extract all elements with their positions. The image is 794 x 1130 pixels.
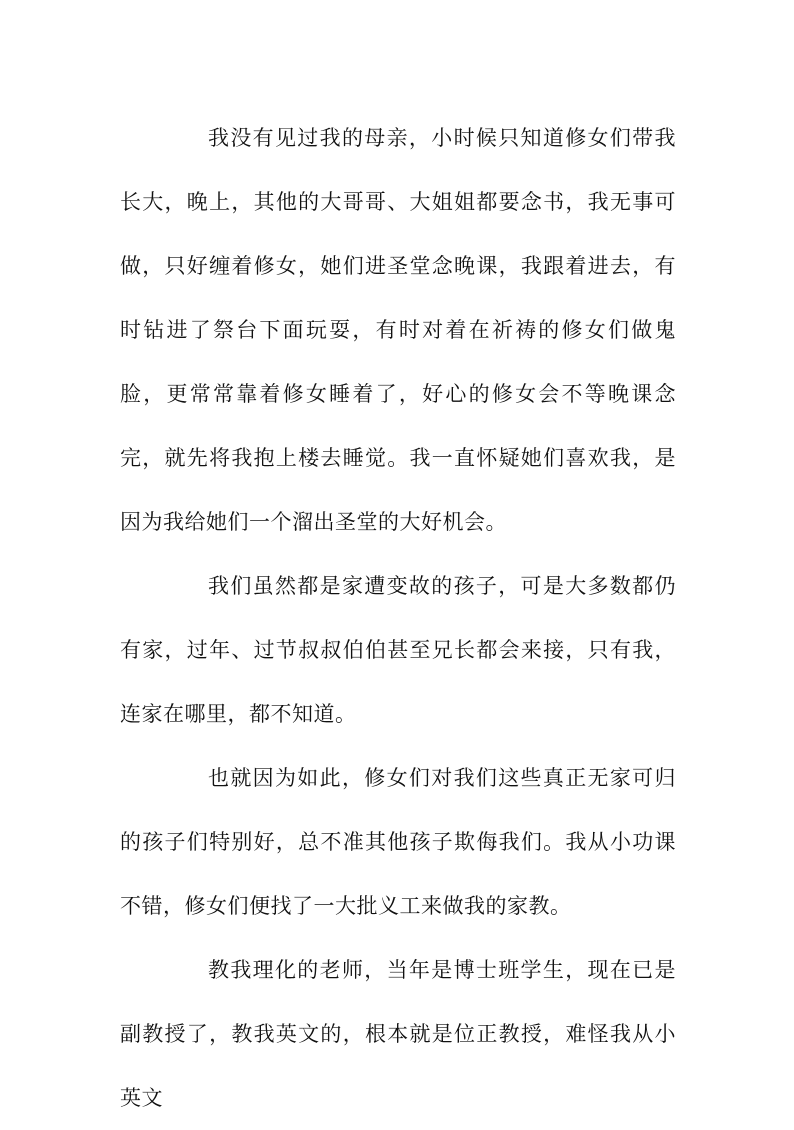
body-text: [120, 106, 676, 1130]
paragraph-1: 我没有见过我的母亲，小时候只知道修女们带我长大，晚上，其他的大哥哥、大姐姐都要念书，我无事可做，只好缠着修女，她们进圣堂念晚课，我跟着进去，有时钻进了祭台下面玩耍，有时对着在祈祷的修女们做鬼脸，更常常靠着修女睡着了，好心的修女会不等晚课念完，就先将我抱上楼去睡觉。我一直怀疑她们喜欢我，是因为我给她们一个溜出圣堂的大好机会。: [120, 126, 676, 534]
paragraph-3: 也就因为如此，修女们对我们这些真正无家可归的孩子们特别好，总不准其他孩子欺侮我们。我从小功课不错，修女们便找了一大批义工来做我的家教。: [120, 766, 676, 918]
paragraph-2: 我们虽然都是家遭变故的孩子，可是大多数都仍有家，过年、过节叔叔伯伯甚至兄长都会来接，只有我，连家在哪里，都不知道。: [120, 574, 676, 726]
paragraph-4: 教我理化的老师，当年是博士班学生，现在已是副教授了，教我英文的，根本就是位正教授，难怪我从小英文: [120, 958, 676, 1110]
